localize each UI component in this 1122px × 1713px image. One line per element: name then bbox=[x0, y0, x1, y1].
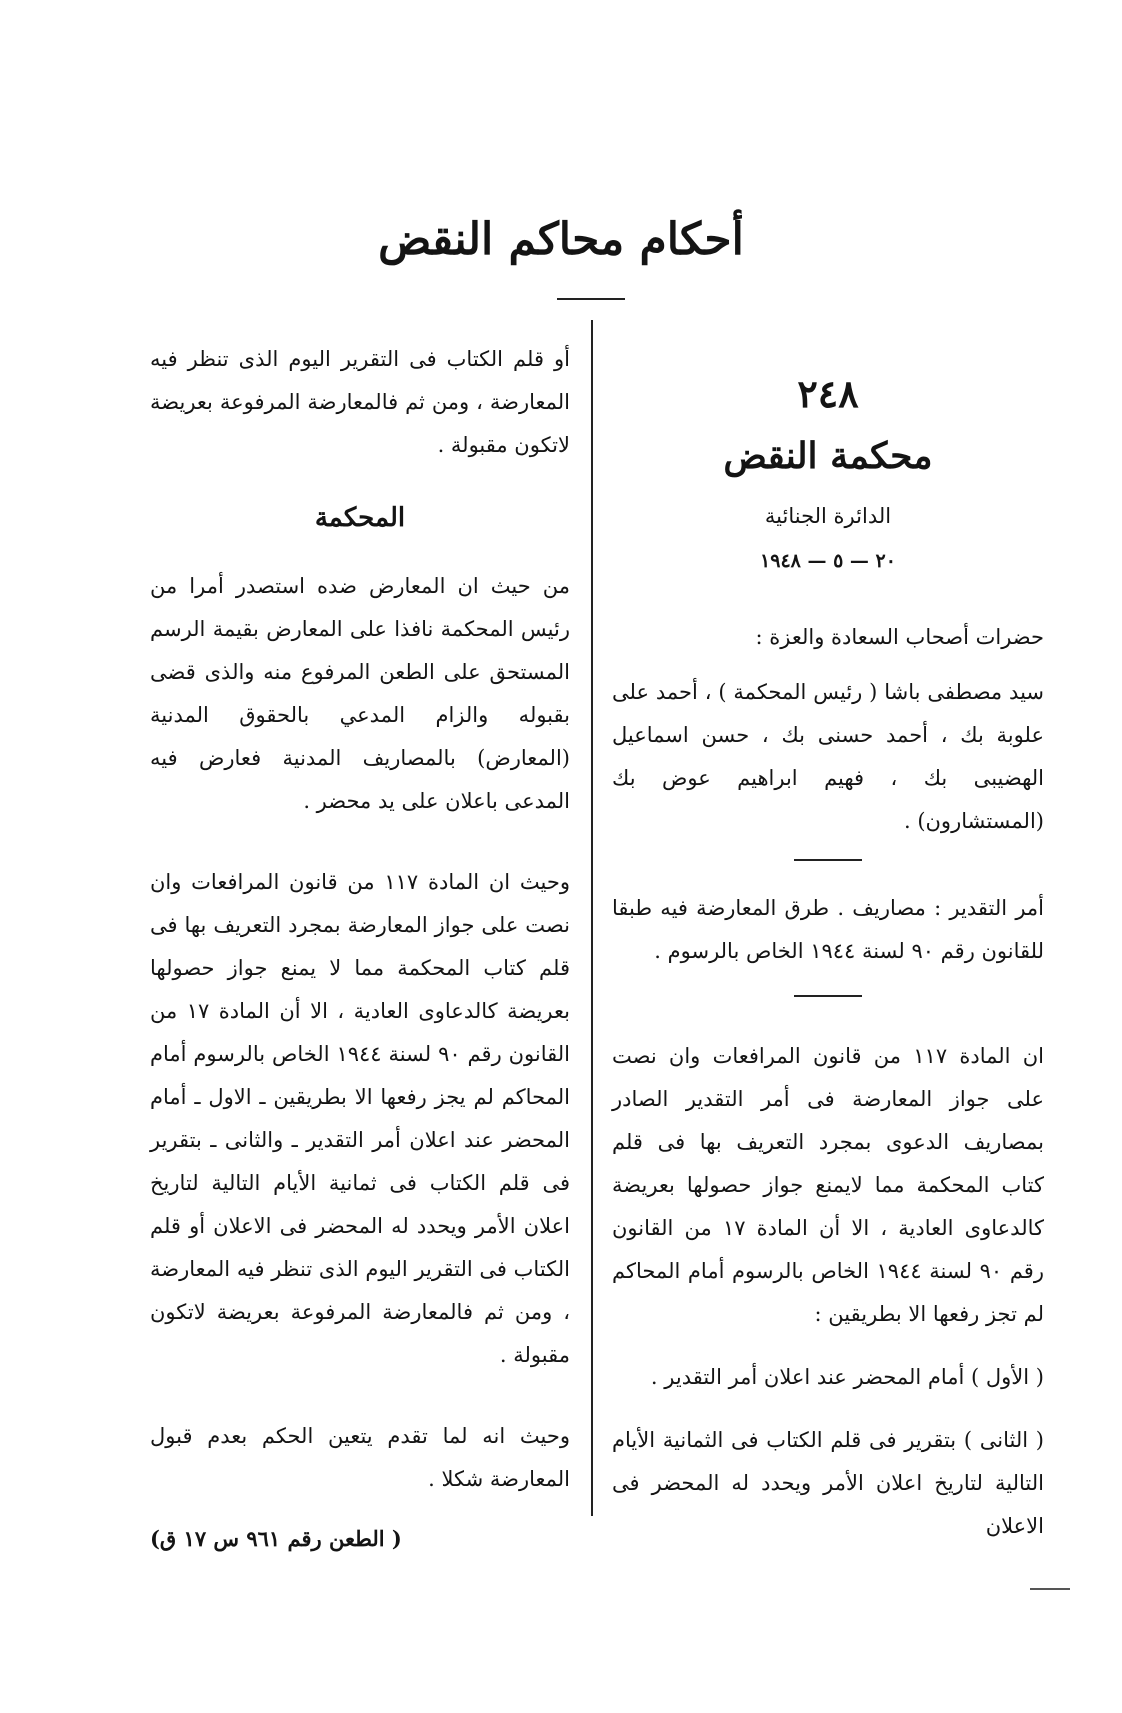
continuation-text: أو قلم الكتاب فى التقرير اليوم الذى تنظر فيه المعارضة ، ومن ثم فالمعارضة المرفوعة بعريضة لاتكون مقبولة . bbox=[150, 347, 570, 457]
ruling-heading: المحكمة bbox=[314, 503, 406, 533]
legal-principle: ان المادة ١١٧ من قانون المرافعات وان نصت على جواز المعارضة فى أمر التقدير الصادر بمصاريف الدعوى بمجرد التعريف بها فى قلم كتاب المحكمة مما لايمنع جواز حصولها بعريضة كالدعاوى العادية ، الا أن المادة ١٧ من القانون رقم ٩٠ لسنة ١٩٤٤ الخاص بالرسوم أمام المحاكم لم تجز رفعها الا بطريقين : bbox=[612, 1044, 1044, 1326]
left-column bbox=[150, 338, 570, 1581]
right-column bbox=[612, 368, 1044, 1548]
section-rule bbox=[794, 995, 862, 997]
section-rule bbox=[794, 859, 862, 861]
judges-list: سيد مصطفى باشا ( رئيس المحكمة ) ، أحمد على علوبة بك ، أحمد حسنى بك ، حسن اسماعيل الهضيبى بك ، فهيم ابراهيم عوض بك (المستشارون) . bbox=[612, 680, 1044, 833]
ruling-paragraph: وحيث ان المادة ١١٧ من قانون المرافعات وان نصت على جواز المعارضة بمجرد التعريف بها فى قلم كتاب المحكمة مما لا يمنع جواز حصولها بعريضة كالدعاوى العادية ، الا أن المادة ١٧ من القانون رقم ٩٠ لسنة ١٩٤٤ الخاص بالرسوم أمام المحاكم لم يجز رفعها الا بطريقين ـ الاول ـ أمام المحضر عند اعلان أمر التقدير ـ والثانى ـ بتقرير فى قلم الكتاب فى ثمانية الأيام التالية لتاريخ اعلان الأمر ويحدد له المحضر فى الاعلان أو قلم الكتاب فى التقرير اليوم الذى تنظر فيه المعارضة ، ومن ثم فالمعارضة المرفوعة بعريضة لاتكون مقبولة . bbox=[150, 870, 570, 1367]
judges-intro: حضرات أصحاب السعادة والعزة : bbox=[755, 625, 1044, 649]
first-way: ( الأول ) أمام المحضر عند اعلان أمر التقدير . bbox=[650, 1365, 1044, 1389]
page-edge-mark bbox=[1030, 1588, 1070, 1590]
circuit-name: الدائرة الجنائية bbox=[764, 504, 892, 528]
page-header bbox=[0, 210, 1122, 270]
ruling-paragraph: وحيث انه لما تقدم يتعين الحكم بعدم قبول المعارضة شكلا . bbox=[150, 1424, 570, 1491]
second-way: ( الثانى ) بتقرير فى قلم الكتاب فى الثمانية الأيام التالية لتاريخ اعلان الأمر ويحدد له المحضر فى الاعلان bbox=[612, 1428, 1044, 1538]
page-title: أحكام محاكم النقض bbox=[378, 214, 744, 265]
column-divider bbox=[591, 320, 593, 1516]
court-name: محكمة النقض bbox=[723, 435, 933, 477]
appeal-reference: ( الطعن رقم ٩٦١ س ١٧ ق) bbox=[150, 1526, 402, 1551]
headnote: أمر التقدير : مصاريف . طرق المعارضة فيه طبقا للقانون رقم ٩٠ لسنة ١٩٤٤ الخاص بالرسوم . bbox=[612, 896, 1044, 963]
case-date: ٢٠ — ٥ — ١٩٤٨ bbox=[760, 550, 896, 572]
ruling-paragraph: من حيث ان المعارض ضده استصدر أمرا من رئيس المحكمة نافذا على المعارض بقيمة الرسم المستحق على الطعن المرفوع منه والذى قضى بقبوله والزام المدعي بالحقوق المدنية (المعارض) بالمصاريف المدنية فعارض فيه المدعى باعلان على يد محضر . bbox=[150, 574, 570, 813]
case-number: ٢٤٨ bbox=[797, 371, 859, 416]
header-rule bbox=[557, 298, 625, 300]
